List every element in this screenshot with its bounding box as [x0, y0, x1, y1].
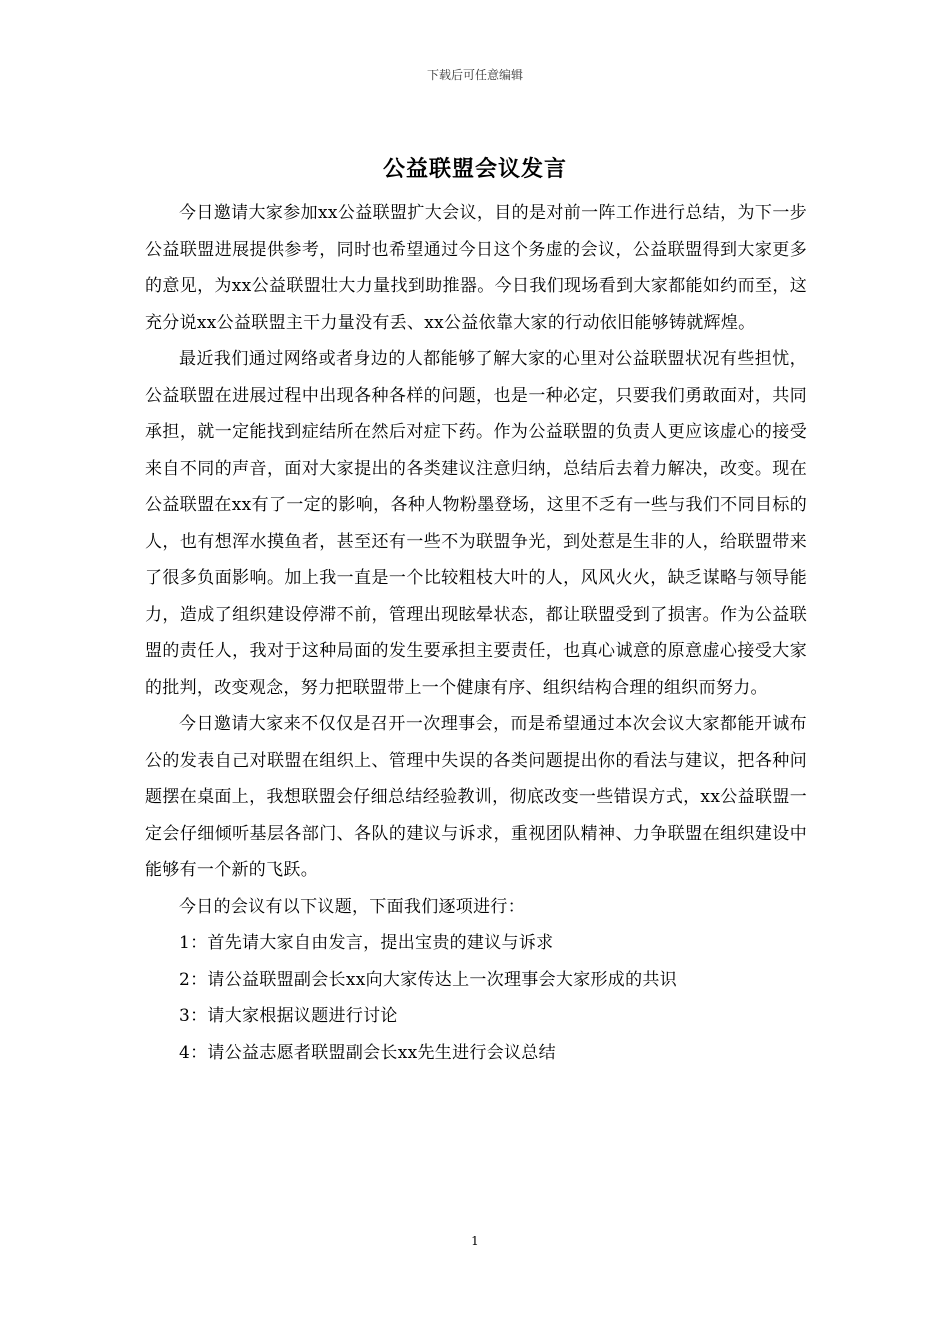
agenda-item-3: 3：请大家根据议题进行讨论 [179, 1006, 398, 1026]
agenda-item-2: 2：请公益联盟副会长xx向大家传达上一次理事会大家形成的共识 [179, 969, 677, 990]
paragraph-2: 最近我们通过网络或者身边的人都能够了解大家的心里对公益联盟状况有些担忧，公益联盟在进展过程中出现各种各样的问题，也是一种必定，只要我们勇敢面对，共同承担，就一定能找到症结所在然后对症下药。作为公益联盟的负责人更应该虚心的接受来自不同的声音，面对大家提出的各类建议注意归纳，总结后去着力解决，改变。现在公益联盟在xx有了一定的影响，各种人物粉墨登场，这里不乏有一些与我们不同目标的人，也有想浑水摸鱼者，甚至还有一些不为联盟争光，到处惹是生非的人，给联盟带来了很多负面影响。加上我一直是一个比较粗枝大叶的人，风风火火，缺乏谋略与领导能力，造成了组织建设停滞不前，管理出现眩晕状态，都让联盟受到了损害。作为公益联盟的责任人，我对于这种局面的发生要承担主要责任，也真心诚意的原意虚心接受大家的批判，改变观念，努力把联盟带上一个健康有序、组织结构合理的组织而努力。 [145, 349, 807, 698]
paragraph-3: 今日邀请大家来不仅仅是召开一次理事会，而是希望通过本次会议大家都能开诚布公的发表自己对联盟在组织上、管理中失误的各类问题提出你的看法与建议，把各种问题摆在桌面上，我想联盟会仔细总结经验教训，彻底改变一些错误方式，xx公益联盟一定会仔细倾听基层各部门、各队的建议与诉求，重视团队精神、力争联盟在组织建设中能够有一个新的飞跃。 [145, 714, 807, 880]
agenda-intro: 今日的会议有以下议题，下面我们逐项进行： [179, 896, 525, 917]
document-body [145, 195, 807, 1071]
page-number: 1 [471, 1234, 479, 1248]
document-title: 公益联盟会议发言 [382, 157, 567, 182]
page-header-note: 下载后可任意编辑 [426, 68, 523, 82]
agenda-list [145, 925, 807, 1071]
agenda-item-4: 4：请公益志愿者联盟副会长xx先生进行会议总结 [179, 1042, 556, 1063]
agenda-item-1: 1：首先请大家自由发言，提出宝贵的建议与诉求 [179, 933, 554, 953]
paragraph-1: 今日邀请大家参加xx公益联盟扩大会议，目的是对前一阵工作进行总结，为下一步公益联盟进展提供参考，同时也希望通过今日这个务虚的会议，公益联盟得到大家更多的意见，为xx公益联盟壮大力量找到助推器。今日我们现场看到大家都能如约而至，这充分说xx公益联盟主干力量没有丢、xx公益依靠大家的行动依旧能够铸就辉煌。 [145, 203, 807, 333]
